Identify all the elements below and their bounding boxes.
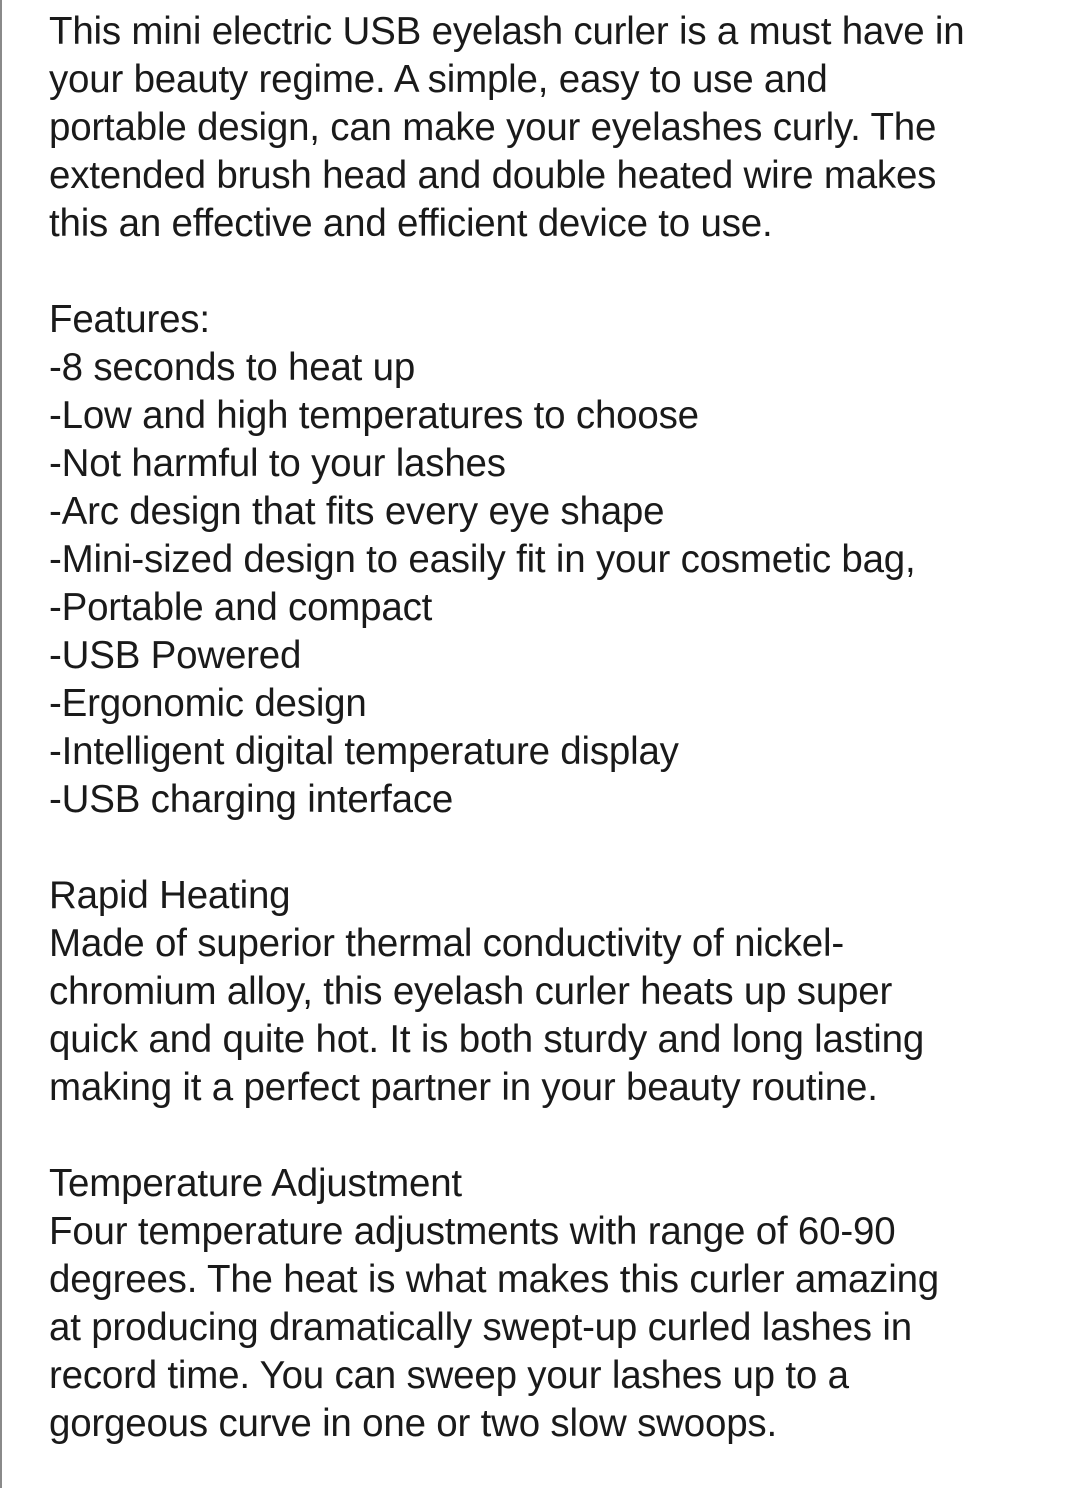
feature-item: -Low and high temperatures to choose bbox=[49, 394, 699, 437]
feature-item: -Intelligent digital temperature display bbox=[49, 730, 679, 773]
features-heading: Features: bbox=[49, 298, 210, 341]
features-section bbox=[49, 296, 1059, 824]
feature-item: -Ergonomic design bbox=[49, 682, 367, 725]
rapid-heating-section bbox=[49, 872, 1059, 1112]
paragraph-gap bbox=[49, 248, 1059, 296]
temperature-adjustment-line: record time. You can sweep your lashes up to a bbox=[49, 1354, 849, 1397]
rapid-heating-heading: Rapid Heating bbox=[49, 874, 291, 917]
feature-item: -8 seconds to heat up bbox=[49, 346, 416, 389]
intro-line: portable design, can make your eyelashes curly. The bbox=[49, 106, 937, 149]
temperature-adjustment-section bbox=[49, 1160, 1059, 1448]
rapid-heating-line: quick and quite hot. It is both sturdy and long lasting bbox=[49, 1018, 925, 1061]
temperature-adjustment-line: degrees. The heat is what makes this curler amazing bbox=[49, 1258, 940, 1301]
rapid-heating-line: chromium alloy, this eyelash curler heats up super bbox=[49, 970, 893, 1013]
paragraph-gap bbox=[49, 824, 1059, 872]
intro-line: your beauty regime. A simple, easy to use and bbox=[49, 58, 828, 101]
feature-item: -Portable and compact bbox=[49, 586, 433, 629]
intro-line: extended brush head and double heated wire makes bbox=[49, 154, 937, 197]
intro-paragraph bbox=[49, 8, 1059, 248]
feature-item: -Not harmful to your lashes bbox=[49, 442, 506, 485]
rapid-heating-line: Made of superior thermal conductivity of nickel- bbox=[49, 922, 844, 965]
temperature-adjustment-heading: Temperature Adjustment bbox=[49, 1162, 462, 1205]
product-description bbox=[49, 8, 1059, 1448]
feature-item: -USB Powered bbox=[49, 634, 302, 677]
temperature-adjustment-line: gorgeous curve in one or two slow swoops. bbox=[49, 1402, 777, 1445]
feature-item: -USB charging interface bbox=[49, 778, 454, 821]
intro-line: this an effective and efficient device to use. bbox=[49, 202, 773, 245]
rapid-heating-line: making it a perfect partner in your beauty routine. bbox=[49, 1066, 878, 1109]
feature-item: -Mini-sized design to easily fit in your cosmetic bag, bbox=[49, 538, 916, 581]
feature-item: -Arc design that fits every eye shape bbox=[49, 490, 665, 533]
left-border bbox=[0, 0, 2, 1488]
paragraph-gap bbox=[49, 1112, 1059, 1160]
temperature-adjustment-line: at producing dramatically swept-up curled lashes in bbox=[49, 1306, 912, 1349]
temperature-adjustment-line: Four temperature adjustments with range of 60-90 bbox=[49, 1210, 896, 1253]
intro-line: This mini electric USB eyelash curler is a must have in bbox=[49, 10, 965, 53]
